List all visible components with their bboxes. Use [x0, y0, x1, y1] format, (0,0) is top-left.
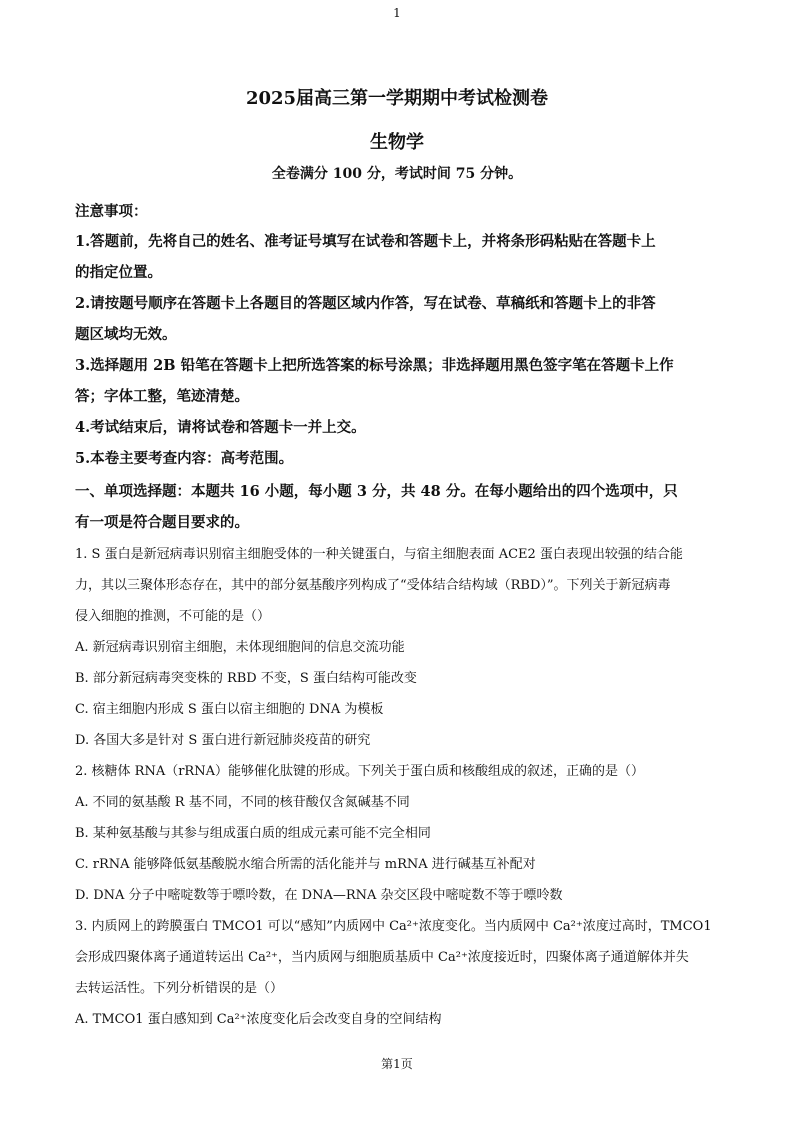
exam-title: 2025届高三第一学期期中考试检测卷	[245, 88, 549, 109]
notice-line: 5.本卷主要考查内容：高考范围。	[75, 450, 294, 467]
notice-line: 题区域均无效。	[75, 326, 177, 343]
subject-title: 生物学	[370, 132, 424, 153]
question-option: C. 宿主细胞内形成 S 蛋白以宿主细胞的 DNA 为模板	[75, 702, 384, 717]
page-footer: 第1页	[381, 1057, 413, 1071]
question-stem: 会形成四聚体离子通道转运出 Ca²⁺，当内质网与细胞质基质中 Ca²⁺浓度接近时，四聚体离子通道解体并失	[75, 950, 689, 965]
notice-line: 3.选择题用 2B 铅笔在答题卡上把所选答案的标号涂黑；非选择题用黑色签字笔在答题卡上作	[75, 357, 674, 374]
question-option: B. 部分新冠病毒突变株的 RBD 不变，S 蛋白结构可能改变	[75, 671, 417, 686]
question-option: D. DNA 分子中嘧啶数等于嘌呤数，在 DNA—RNA 杂交区段中嘧啶数不等于嘌呤数	[75, 888, 563, 903]
question-stem: 1. S 蛋白是新冠病毒识别宿主细胞受体的一种关键蛋白，与宿主细胞表面 ACE2 蛋白表现出较强的结合能	[75, 547, 683, 562]
notice-line: 答；字体工整，笔迹清楚。	[75, 388, 249, 405]
section-heading: 有一项是符合题目要求的。	[75, 514, 249, 531]
question-option: A. TMCO1 蛋白感知到 Ca²⁺浓度变化后会改变自身的空间结构	[75, 1012, 442, 1027]
question-option: C. rRNA 能够降低氨基酸脱水缩合所需的活化能并与 mRNA 进行碱基互补配对	[75, 857, 536, 872]
question-option: B. 某种氨基酸与其参与组成蛋白质的组成元素可能不完全相同	[75, 826, 431, 841]
question-stem: 去转运活性。下列分析错误的是（）	[75, 981, 284, 996]
exam-meta: 全卷满分 100 分，考试时间 75 分钟。	[271, 166, 523, 182]
question-stem: 2. 核糖体 RNA（rRNA）能够催化肽键的形成。下列关于蛋白质和核酸组成的叙述，正确的是（）	[75, 764, 644, 779]
section-heading: 一、单项选择题：本题共 16 小题，每小题 3 分，共 48 分。在每小题给出的四个选项中，只	[75, 483, 678, 500]
question-stem: 侵入细胞的推测，不可能的是（）	[75, 609, 271, 624]
notice-line: 的指定位置。	[75, 264, 162, 281]
question-stem: 力，其以三聚体形态存在，其中的部分氨基酸序列构成了“受体结合结构域（RBD）”。下列关于新冠病毒	[75, 578, 671, 593]
notice-heading: 注意事项：	[75, 203, 148, 220]
question-option: A. 新冠病毒识别宿主细胞，未体现细胞间的信息交流功能	[75, 640, 405, 655]
top-page-number: 1	[393, 6, 401, 20]
notice-line: 2.请按题号顺序在答题卡上各题目的答题区域内作答，写在试卷、草稿纸和答题卡上的非答	[75, 295, 656, 312]
question-option: A. 不同的氨基酸 R 基不同，不同的核苷酸仅含氮碱基不同	[75, 795, 410, 810]
notice-line: 4.考试结束后，请将试卷和答题卡一并上交。	[75, 419, 366, 436]
notice-line: 1.答题前，先将自己的姓名、准考证号填写在试卷和答题卡上，并将条形码粘贴在答题卡上	[75, 233, 656, 250]
question-stem: 3. 内质网上的跨膜蛋白 TMCO1 可以“感知”内质网中 Ca²⁺浓度变化。当内质网中 Ca²⁺浓度过高时，TMCO1	[75, 919, 712, 934]
question-option: D. 各国大多是针对 S 蛋白进行新冠肺炎疫苗的研究	[75, 733, 371, 748]
